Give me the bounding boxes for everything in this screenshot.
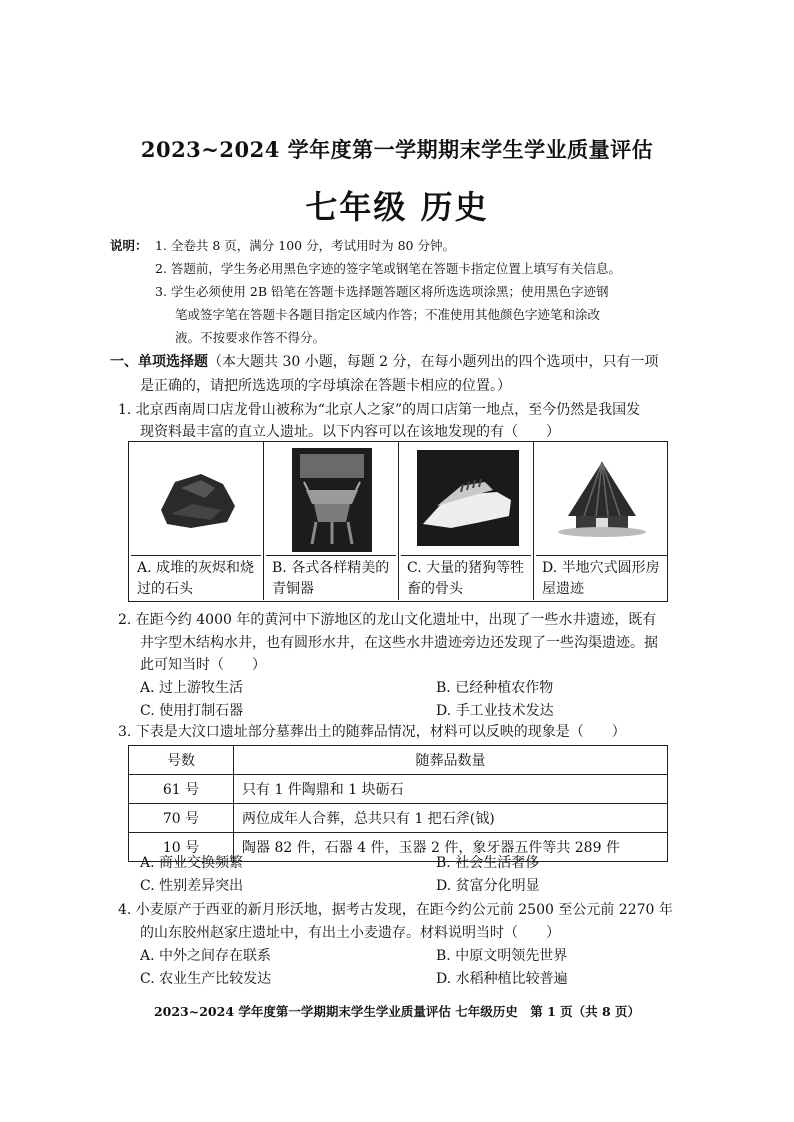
- q1-option-c-cell: [399, 442, 534, 600]
- q3-option-c[interactable]: C. 性别差异突出: [140, 878, 244, 894]
- q4-option-a[interactable]: A. 中外之间存在联系: [140, 948, 272, 964]
- table-cell-number: 61 号: [129, 775, 234, 804]
- q1-option-d-cell: [534, 442, 669, 600]
- table-header-items: 随葬品数量: [234, 746, 668, 775]
- burnt-stone-image: [131, 444, 261, 556]
- page-footer: 2023~2024 学年度第一学期期末学生学业质量评估 七年级历史 第 1 页（共 8 页）: [153, 1004, 641, 1019]
- instruction-line-5: 液。不按要求作答不得分。: [175, 330, 326, 345]
- q3-option-b[interactable]: B. 社会生活奢侈: [436, 855, 540, 871]
- q1-option-a-caption: A. 成堆的灰烬和烧过的石头: [137, 560, 255, 597]
- table-header-number: 号数: [129, 746, 234, 775]
- section-desc-2: 是正确的，请把所选选项的字母填涂在答题卡相应的位置。）: [140, 378, 511, 394]
- q3-option-d[interactable]: D. 贫富分化明显: [436, 878, 540, 894]
- q2-line-1: 2. 在距今约 4000 年的黄河中下游地区的龙山文化遗址中，出现了一些水井遗迹，既有: [118, 612, 657, 628]
- animal-bones-image: [401, 444, 531, 556]
- q3-line-1: 3. 下表是大汶口遗址部分墓葬出土的随葬品情况，材料可以反映的现象是（ ）: [118, 724, 626, 740]
- table-row: [129, 775, 668, 804]
- section-desc-1: （本大题共 30 小题，每题 2 分，在每小题列出的四个选项中，只有一项: [208, 354, 659, 370]
- q4-option-c[interactable]: C. 农业生产比较发达: [140, 971, 272, 987]
- q3-burial-table: [128, 745, 668, 862]
- q2-option-b[interactable]: B. 已经种植农作物: [436, 680, 554, 696]
- q4-line-2: 的山东胶州赵家庄遗址中，有出土小麦遗存。材料说明当时（ ）: [140, 925, 560, 941]
- q3-option-a[interactable]: A. 商业交换频繁: [140, 855, 244, 871]
- q2-option-d[interactable]: D. 手工业技术发达: [436, 703, 554, 719]
- q4-option-d[interactable]: D. 水稻种植比较普遍: [436, 971, 568, 987]
- table-cell-items: 陶器 82 件，石器 4 件，玉器 2 件，象牙器五件等共 289 件: [234, 833, 668, 862]
- table-cell-number: 70 号: [129, 804, 234, 833]
- q1-image-table: [128, 441, 668, 602]
- q2-option-c[interactable]: C. 使用打制石器: [140, 703, 244, 719]
- q1-option-b-cell: [264, 442, 399, 600]
- section-heading-line: [110, 352, 659, 372]
- q1-option-d-caption: D. 半地穴式圆形房屋遗迹: [542, 560, 660, 597]
- table-header-row: [129, 746, 668, 775]
- instructions-label: 说明：: [110, 238, 148, 253]
- instruction-line-2: 2. 答题前，学生务必用黑色字迹的签字笔或钢笔在答题卡指定位置上填写有关信息。: [155, 261, 621, 276]
- section-heading: 一、单项选择题: [110, 354, 208, 370]
- q1-option-b-caption: B. 各式各样精美的青铜器: [272, 560, 390, 597]
- table-cell-items: 只有 1 件陶鼎和 1 块砺石: [234, 775, 668, 804]
- table-row: [129, 804, 668, 833]
- q1-option-c-caption: C. 大量的猪狗等牲畜的骨头: [407, 560, 525, 597]
- instruction-line-1: 1. 全卷共 8 页，满分 100 分，考试用时为 80 分钟。: [155, 238, 455, 253]
- table-cell-number: 10 号: [129, 833, 234, 862]
- instruction-line-3: 3. 学生必须使用 2B 铅笔在答题卡选择题答题区将所选选项涂黑；使用黑色字迹钢: [155, 284, 609, 299]
- q2-option-a[interactable]: A. 过上游牧生活: [140, 680, 244, 696]
- q2-line-2: 井字型木结构水井，也有圆形水井，在这些水井遗迹旁边还发现了一些沟渠遗迹。据: [140, 635, 658, 651]
- exam-subtitle: 七年级 历史: [305, 188, 489, 226]
- q4-line-1: 4. 小麦原产于西亚的新月形沃地，据考古发现，在距今约公元前 2500 至公元前 2270 年: [118, 902, 673, 918]
- instruction-line-4: 笔或签字笔在答题卡各题目指定区域内作答；不准使用其他颜色字迹笔和涂改: [175, 307, 601, 322]
- bronze-vessel-image: [266, 444, 396, 556]
- q1-line-1: 1. 北京西南周口店龙骨山被称为“北京人之家”的周口店第一地点，至今仍然是我国发: [118, 402, 641, 418]
- exam-title: 2023~2024 学年度第一学期期末学生学业质量评估: [140, 137, 654, 162]
- q2-line-3: 此可知当时（ ）: [140, 657, 266, 673]
- round-hut-image: [536, 444, 667, 556]
- q4-option-b[interactable]: B. 中原文明领先世界: [436, 948, 568, 964]
- q1-option-a-cell: [129, 442, 264, 600]
- q1-line-2: 现资料最丰富的直立人遗址。以下内容可以在该地发现的有（ ）: [140, 424, 560, 440]
- table-cell-items: 两位成年人合葬，总共只有 1 把石斧(钺): [234, 804, 668, 833]
